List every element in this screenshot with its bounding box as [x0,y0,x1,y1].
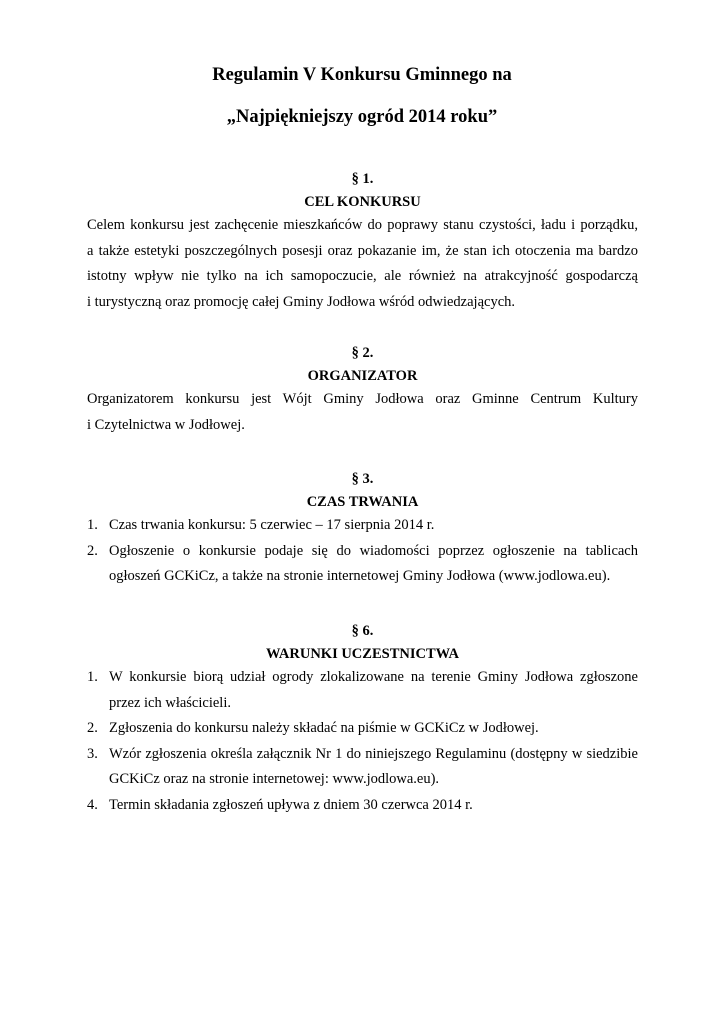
paragraph-line: a także estetyki poszczególnych posesji oraz pokazanie im, że stan ich otoczenia ma bardzo [87,242,638,259]
paragraph-line: i Czytelnictwa w Jodłowej. [87,416,245,433]
list-item-line: przez ich właścicieli. [109,694,231,711]
document-title-line-1: Regulamin V Konkursu Gminnego na [212,65,512,85]
list-item-number: 1. [87,669,98,685]
list-item-number: 4. [87,796,98,813]
paragraph-line: Organizatorem konkursu jest Wójt Gminy Jodłowa oraz Gminne Centrum Kultury [87,391,638,407]
section-participation [87,620,638,818]
list-item [87,793,638,819]
list-item [87,665,638,716]
list-item [87,742,638,793]
section-heading: ORGANIZATOR [307,368,418,384]
section-heading: CEL KONKURSU [304,194,421,210]
list-item-number: 1. [87,517,98,533]
paragraph-line: Celem konkursu jest zachęcenie mieszkańców do poprawy stanu czystości, ładu i porządku, [87,217,638,233]
section-heading: WARUNKI UCZESTNICTWA [266,646,459,662]
section-paragraph [87,213,638,315]
list-item-line: ogłoszeń GCKiCz, a także na stronie internetowej Gminy Jodłowa (www.jodlowa.eu). [109,568,611,584]
list-item-number: 3. [87,745,98,762]
list-item [87,716,638,742]
numbered-list [87,665,638,818]
numbered-list [87,513,638,590]
section-number: § 2. [351,345,374,361]
section-goal [87,168,638,315]
paragraph-line: i turystyczną oraz promocję całej Gminy Jodłowa wśród odwiedzających. [87,293,516,310]
section-heading: CZAS TRWANIA [306,494,419,510]
document-title-line-2: „Najpiękniejszy ogród 2014 roku” [226,107,498,127]
section-organizer [87,342,638,438]
section-number: § 1. [351,171,374,187]
list-item-number: 2. [87,720,98,736]
list-item-number: 2. [87,542,98,559]
list-item-line: Ogłoszenie o konkursie podaje się do wiadomości poprzez ogłoszenie na tablicach [109,542,638,559]
list-item-line: Czas trwania konkursu: 5 czerwiec – 17 sierpnia 2014 r. [109,517,435,533]
section-number: § 3. [351,471,374,487]
list-item [87,539,638,590]
section-duration [87,468,638,590]
paragraph-line: istotny wpływ nie tylko na ich samopoczucie, ale również na atrakcyjność gospodarczą [87,268,638,284]
list-item-line: W konkursie biorą udział ogrody zlokalizowane na terenie Gminy Jodłowa zgłoszone [109,669,638,685]
section-number: § 6. [351,623,374,639]
list-item-line: GCKiCz oraz na stronie internetowej: www.jodlowa.eu). [109,771,440,787]
section-paragraph [87,387,638,438]
list-item-line: Zgłoszenia do konkursu należy składać na piśmie w GCKiCz w Jodłowej. [109,720,539,736]
list-item-line: Termin składania zgłoszeń upływa z dniem 30 czerwca 2014 r. [109,796,473,813]
list-item-line: Wzór zgłoszenia określa załącznik Nr 1 do niniejszego Regulaminu (dostępny w siedzibie [109,745,638,762]
list-item [87,513,638,539]
